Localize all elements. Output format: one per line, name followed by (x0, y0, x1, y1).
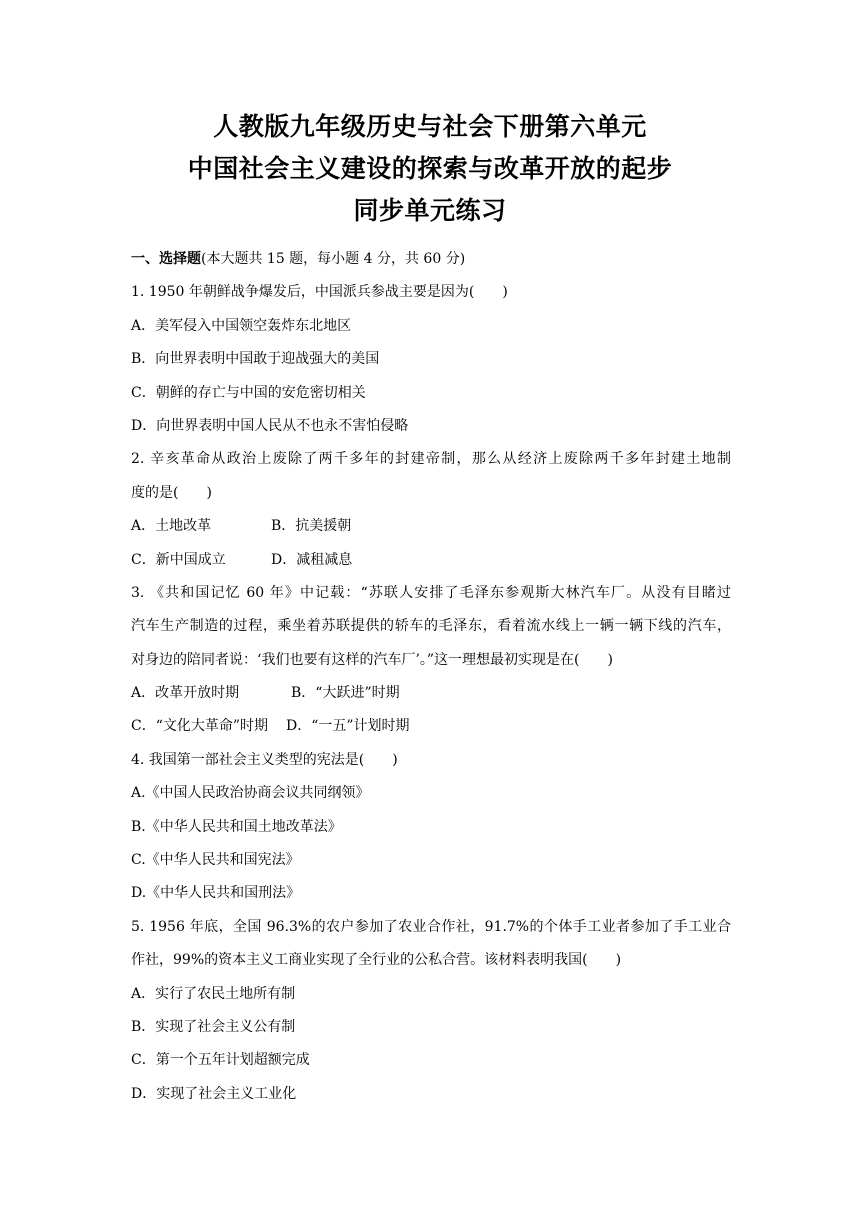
option-d: D.《中华人民共和国刑法》 (131, 885, 301, 902)
section-heading (131, 243, 731, 276)
title-line-1: 人教版九年级历史与社会下册第六单元 (213, 112, 647, 141)
option-d: D．减租减息 (271, 551, 353, 568)
option-b: B．实现了社会主义公有制 (131, 1018, 296, 1035)
option-a: A.《中国人民政治协商会议共同纲领》 (131, 785, 370, 802)
option-d: D．实现了社会主义工业化 (131, 1085, 297, 1102)
question-content (131, 243, 731, 1111)
question-2 (131, 443, 731, 577)
question-stem-line: 作社，99%的资本主义工商业实现了全行业的公私合营。该材料表明我国( ) (131, 952, 622, 969)
option-a: A．实行了农民土地所有制 (131, 985, 296, 1002)
question-3 (131, 577, 731, 744)
option-b: B．向世界表明中国敢于迎战强大的美国 (131, 351, 380, 368)
option-b: B．“大跃进”时期 (291, 685, 400, 702)
option-a: A．改革开放时期 (131, 685, 240, 702)
question-stem-line: 度的是( ) (131, 484, 212, 501)
option-row (131, 710, 731, 743)
option-d: D．“一五”计划时期 (286, 718, 410, 735)
option-row (131, 544, 731, 577)
section-head-note: (本大题共 15 题，每小题 4 分，共 60 分) (201, 251, 466, 267)
option-c: C．第一个五年计划超额完成 (131, 1052, 310, 1069)
option-d: D．向世界表明中国人民从不也永不害怕侵略 (131, 417, 409, 434)
option-c: C．新中国成立 (131, 551, 226, 568)
option-row (131, 510, 731, 543)
question-5 (131, 911, 731, 1111)
section-head-label: 一、选择题 (131, 251, 201, 267)
option-a: A．土地改革 (131, 518, 212, 535)
title-line-3: 同步单元练习 (353, 196, 507, 225)
option-b: B.《中华人民共和国土地改革法》 (131, 818, 342, 835)
option-c: C．朝鲜的存亡与中国的安危密切相关 (131, 384, 366, 401)
question-stem-line: 对身边的陪同者说：‘我们也要有这样的汽车厂’。”这一理想最初实现是在( ) (131, 651, 613, 668)
option-row (131, 677, 731, 710)
title-line-2: 中国社会主义建设的探索与改革开放的起步 (187, 154, 673, 183)
question-stem-line: 2. 辛亥革命从政治上废除了两千多年的封建帝制，那么从经济上废除两千多年封建土地制 (131, 451, 731, 468)
question-stem-line: 3. 《共和国记忆 60 年》中记载：“苏联人安排了毛泽东参观斯大林汽车厂。从没有目睹过 (131, 584, 731, 601)
question-stem-line: 汽车生产制造的过程，乘坐着苏联提供的轿车的毛泽东，看着流水线上一辆一辆下线的汽车， (131, 618, 731, 635)
option-c: C．“文化大革命”时期 (131, 718, 269, 735)
option-a: A．美军侵入中国领空轰炸东北地区 (131, 317, 352, 334)
document-title (0, 106, 860, 232)
option-c: C.《中华人民共和国宪法》 (131, 852, 300, 869)
question-stem-line: 4. 我国第一部社会主义类型的宪法是( ) (131, 751, 398, 768)
question-stem-line: 1. 1950 年朝鲜战争爆发后，中国派兵参战主要是因为( ) (131, 284, 508, 301)
question-1 (131, 276, 731, 443)
question-stem-line: 5. 1956 年底，全国 96.3%的农户参加了农业合作社，91.7%的个体手工业者参加了手工业合 (131, 918, 731, 935)
question-4 (131, 744, 731, 911)
option-b: B．抗美援朝 (271, 518, 352, 535)
